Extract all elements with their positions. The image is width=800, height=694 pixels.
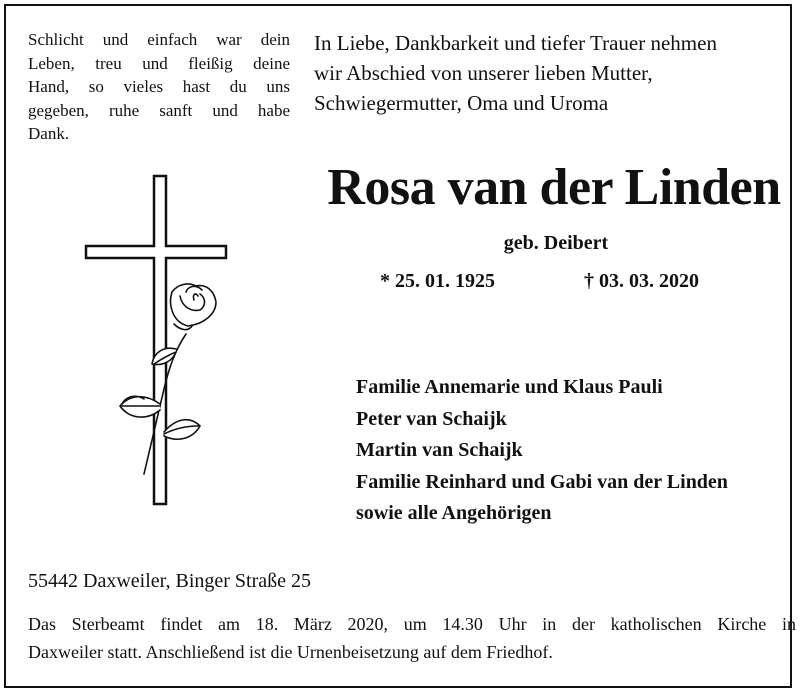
cross-with-rose-illustration xyxy=(76,174,246,524)
rose-icon xyxy=(120,284,216,474)
mourner-entry: Familie Annemarie und Klaus Pauli xyxy=(356,376,663,398)
poem-line: Schlicht und einfach war dein xyxy=(28,30,290,49)
intro-line: wir Abschied von unserer lieben Mutter, xyxy=(314,61,653,85)
maiden-name: geb. Deibert xyxy=(503,232,609,254)
intro-line: Schwiegermutter, Oma und Uroma xyxy=(314,91,609,115)
birth-date: * 25. 01. 1925 xyxy=(380,270,495,292)
death-date: † 03. 03. 2020 xyxy=(584,270,699,292)
poem-line: gegeben, ruhe sanft und habe xyxy=(28,100,290,120)
address: 55442 Daxweiler, Binger Straße 25 xyxy=(28,570,312,592)
notice-line: Daxweiler statt. Anschließend ist die Urnenbeisetzung auf dem Friedhof. xyxy=(28,642,553,662)
deceased-name: Rosa van der Linden xyxy=(327,159,781,216)
mourner-entry: sowie alle Angehörigen xyxy=(356,502,552,524)
poem-line: Hand, so vieles hast du uns xyxy=(28,77,290,96)
notice-line: Das Sterbeamt findet am 18. März 2020, um 14.30 Uhr in der katholischen Kirche in xyxy=(28,614,796,634)
mourner-entry: Martin van Schaijk xyxy=(356,439,523,461)
mourner-entry: Familie Reinhard und Gabi van der Linden xyxy=(356,470,728,493)
poem-line: Leben, treu und fleißig deine xyxy=(28,53,290,73)
intro-line: In Liebe, Dankbarkeit und tiefer Trauer nehmen xyxy=(314,31,717,55)
mourners-list xyxy=(356,372,796,530)
funeral-notice xyxy=(28,610,796,666)
memorial-poem xyxy=(28,28,290,146)
intro-text xyxy=(314,28,794,118)
poem-line: Dank. xyxy=(28,124,70,143)
obituary-frame xyxy=(4,4,796,688)
cross-icon xyxy=(86,176,226,504)
mourner-entry: Peter van Schaijk xyxy=(356,407,507,430)
